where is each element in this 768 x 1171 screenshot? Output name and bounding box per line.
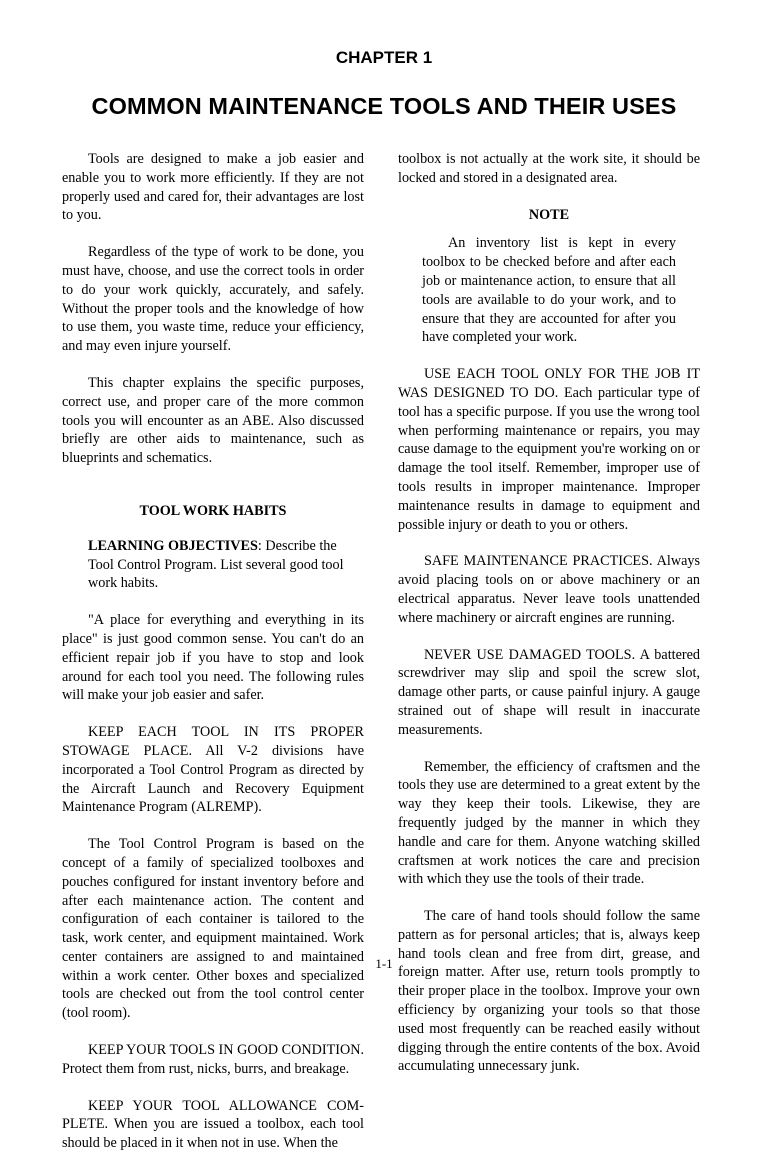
paragraph: toolbox is not actually at the work site, it should be locked and stored in a designated area.: [398, 151, 700, 186]
paragraph: Remember, the efficiency of craftsmen and the tools they use are determined to a great extent by the way they keep their tools. Likewise, they are frequently judged by the manner in which they handle and care for them. Anyone watching skilled craftsmen at work notices the care and precision with which they use the tools of their trade.: [398, 758, 700, 888]
chapter-label: CHAPTER 1: [335, 48, 433, 67]
paragraph: Regardless of the type of work to be done, you must have, choose, and use the correct tools in order to do your work quickly, accurately, and safely. Without the proper tools and the knowledge of how to use them, you waste time, reduce your efficiency, and may even injure yourself.: [62, 244, 364, 355]
objectives-label: LEARNING OBJECTIVES: [88, 537, 258, 554]
note-heading: NOTE: [528, 206, 570, 223]
paragraph: Tools are designed to make a job easier and enable you to work more efficiently. If they are not properly used and cared for, their advantages are lost to you.: [62, 151, 364, 224]
paragraph: SAFE MAINTENANCE PRACTICES. Always avoid placing tools on or above machinery or an electrical apparatus. Never leave tools unattended where machinery or aircraft engines are running.: [398, 553, 700, 626]
objectives-text: : Describe the Tool Control Program. List several good tool work habits.: [88, 537, 344, 592]
right-column: [398, 150, 700, 1094]
paragraph: USE EACH TOOL ONLY FOR THE JOB IT WAS DESIGNED TO DO. Each particular type of tool has a specific purpose. If you use the wrong tool when performing maintenance or repairs, you may cause damage to the equipment you're working on or damage the tool itself. Remember, improper use of tools results in improper maintenance. Improper maintenance results in damage to equipment and possible injury or death to you or others.: [398, 366, 700, 533]
learning-objectives: [88, 537, 364, 593]
left-column: [62, 150, 364, 1171]
section-heading: TOOL WORK HABITS: [139, 502, 287, 519]
paragraph: "A place for everything and everything in its place" is just good common sense. You can't do an efficient repair job if you have to stop and look around for each tool you need. The following rules will make your job easier and safer.: [62, 612, 364, 704]
chapter-title: COMMON MAINTENANCE TOOLS AND THEIR USES: [91, 93, 677, 119]
paragraph: KEEP EACH TOOL IN ITS PROPER STOWAGE PLACE. All V-2 divisions have incorporated a Tool Control Program as directed by the Aircraft Launch and Recovery Equipment Maintenance Program (ALREMP).: [62, 724, 364, 816]
page-number: 1-1: [375, 956, 393, 971]
paragraph: This chapter explains the specific purposes, correct use, and proper care of the more common tools you will encounter as an ABE. Also discussed briefly are other aids to maintenance, such as blueprints and schematics.: [62, 374, 364, 467]
paragraph: NEVER USE DAMAGED TOOLS. A battered screwdriver may slip and spoil the screw slot, damage other parts, or cause painful injury. A gauge strained out of shape will result in inaccurate measurements.: [398, 646, 700, 738]
paragraph: KEEP YOUR TOOL ALLOWANCE COM-PLETE. When you are issued a toolbox, each tool should be placed in it when not in use. When the: [62, 1097, 364, 1152]
paragraph: KEEP YOUR TOOLS IN GOOD CONDITION. Protect them from rust, nicks, burrs, and breakage.: [62, 1042, 364, 1077]
paragraph: The Tool Control Program is based on the concept of a family of specialized toolboxes and pouches configured for instant inventory before and after each maintenance action. The content and configuration of each container is tailored to the task, work center, and equipment maintained. Work center containers are assigned to and maintained within a work center. Other boxes and specialized tools are checked out from the tool control center (tool room).: [62, 836, 364, 1022]
paragraph: The care of hand tools should follow the same pattern as for personal articles; that is, always keep hand tools clean and free from dirt, grease, and foreign matter. After use, return tools promptly to their proper place in the toolbox. Improve your own efficiency by organizing your tools so that those used most frequently can be reached easily without digging through the entire contents of the box. Avoid accumulating unnecessary junk.: [398, 908, 700, 1075]
note-body: An inventory list is kept in every toolbox to be checked before and after each job or maintenance action, to ensure that all tools are available to do your work, and to ensure that they are accounted for after you have completed your work.: [422, 235, 676, 346]
